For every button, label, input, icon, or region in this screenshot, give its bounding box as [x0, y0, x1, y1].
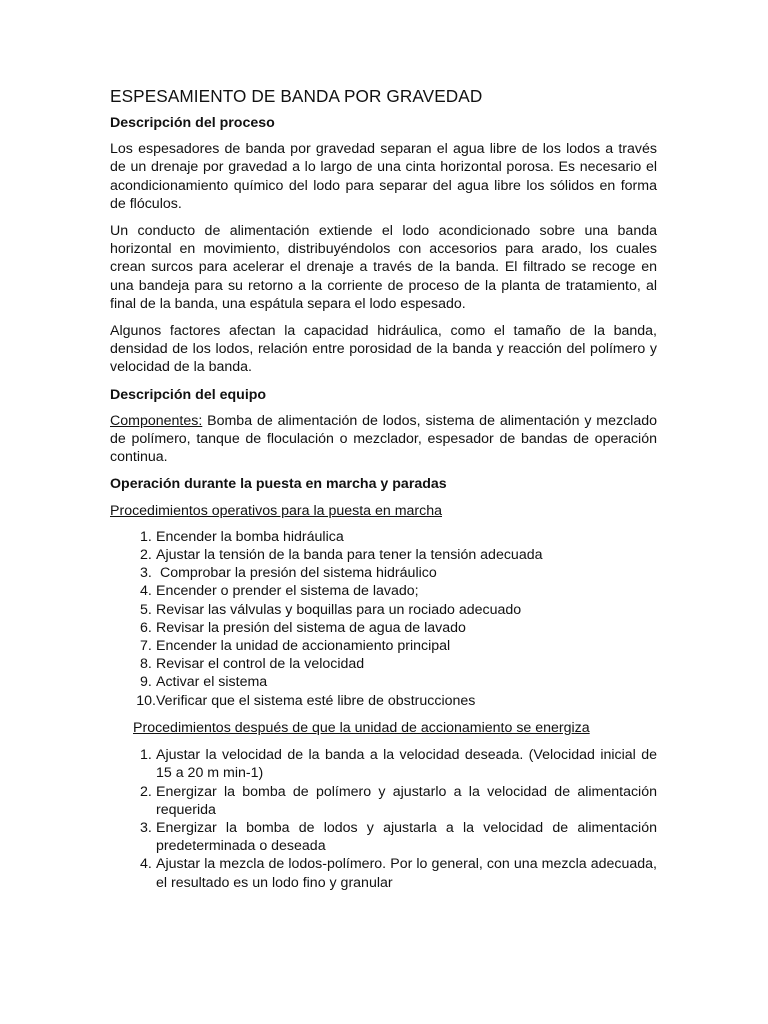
list-number: 3.: [140, 819, 152, 836]
process-paragraph-2: Un conducto de alimentación extiende el lodo acondicionado sobre una banda horizontal en movimiento, distribuyéndolos con accesorios para arado, los cuales crean surcos para acelerar el drenaje a través de la banda. El filtrado se recoge en una bandeja para su retorno a la corriente de proceso de la planta de tratamiento, al final de la banda, una espátula separa el lodo espesado.: [110, 223, 657, 312]
document-page: [110, 86, 657, 901]
list-item: [110, 546, 657, 564]
components-text: Bomba de alimentación de lodos, sistema de alimentación y mezclado de polímero, tanque de floculación o mezclador, espesador de bandas de operación continua.: [110, 412, 657, 466]
list-item: [110, 582, 657, 600]
list-number: 9.: [140, 674, 152, 691]
operation-heading: Operación durante la puesta en marcha y paradas: [110, 476, 447, 493]
list-text: Encender o prender el sistema de lavado;: [156, 583, 419, 600]
list-item: [110, 855, 657, 891]
list-text: Ajustar la tensión de la banda para tener la tensión adecuada: [156, 547, 543, 564]
startup-steps-list: [110, 528, 657, 710]
list-text: Ajustar la mezcla de lodos-polímero. Por lo general, con una mezcla adecuada, el resultado es un lodo fino y granular: [156, 856, 657, 891]
equipment-heading: Descripción del equipo: [110, 386, 267, 403]
list-item: [110, 673, 657, 691]
list-item: [110, 619, 657, 637]
list-item: [110, 564, 657, 582]
process-heading: Descripción del proceso: [110, 115, 275, 131]
list-text: Encender la unidad de accionamiento principal: [156, 638, 451, 655]
list-number: 3.: [140, 565, 152, 582]
list-number: 1.: [140, 747, 152, 764]
list-item: [110, 655, 657, 673]
list-item: [110, 746, 657, 782]
components-label: Componentes:: [110, 412, 203, 429]
list-text: Verificar que el sistema esté libre de obstrucciones: [156, 692, 476, 709]
list-text: Revisar la presión del sistema de agua de lavado: [156, 619, 466, 636]
list-number: 5.: [140, 601, 152, 618]
process-paragraph-1: Los espesadores de banda por gravedad separan el agua libre de los lodos a través de un drenaje por gravedad a lo largo de una cinta horizontal porosa. Es necesario el acondicionamiento químico del lodo para separar del agua libre los sólidos en forma de flóculos.: [110, 141, 657, 212]
list-number: 2.: [140, 783, 152, 800]
components-paragraph: [110, 412, 657, 467]
list-number: 7.: [140, 638, 152, 655]
list-text: Energizar la bomba de lodos y ajustarla a la velocidad de alimentación predeterminada o deseada: [156, 819, 657, 855]
list-number: 4.: [140, 583, 152, 600]
list-number: 4.: [140, 856, 152, 873]
list-item: [110, 783, 657, 819]
list-text: Ajustar la velocidad de la banda a la velocidad deseada. (Velocidad inicial de 15 a 20 m min-1): [156, 747, 657, 782]
energized-steps-list: [110, 746, 657, 892]
list-text: Revisar las válvulas y boquillas para un rociado adecuado: [156, 601, 522, 618]
list-item: [110, 819, 657, 855]
document-title: ESPESAMIENTO DE BANDA POR GRAVEDAD: [110, 86, 483, 106]
list-item: [110, 601, 657, 619]
list-text: Encender la bomba hidráulica: [156, 528, 344, 545]
energized-subheading: Procedimientos después de que la unidad de accionamiento se energiza: [133, 719, 590, 736]
list-number: 8.: [140, 656, 152, 673]
list-item: [110, 528, 657, 546]
list-item: [110, 692, 657, 710]
process-paragraph-3: Algunos factores afectan la capacidad hidráulica, como el tamaño de la banda, densidad de los lodos, relación entre porosidad de la banda y reacción del polímero y velocidad de la banda.: [110, 323, 657, 376]
list-text: Comprobar la presión del sistema hidráulico: [156, 565, 437, 582]
startup-subheading: Procedimientos operativos para la puesta en marcha: [110, 502, 443, 519]
list-number: 2.: [140, 547, 152, 564]
list-text: Activar el sistema: [156, 674, 268, 691]
list-number: 6.: [140, 619, 152, 636]
list-text: Energizar la bomba de polímero y ajustarlo a la velocidad de alimentación requerida: [156, 783, 657, 818]
list-item: [110, 637, 657, 655]
list-number: 1.: [140, 528, 152, 545]
list-number: 10.: [136, 692, 156, 709]
list-text: Revisar el control de la velocidad: [156, 656, 365, 673]
